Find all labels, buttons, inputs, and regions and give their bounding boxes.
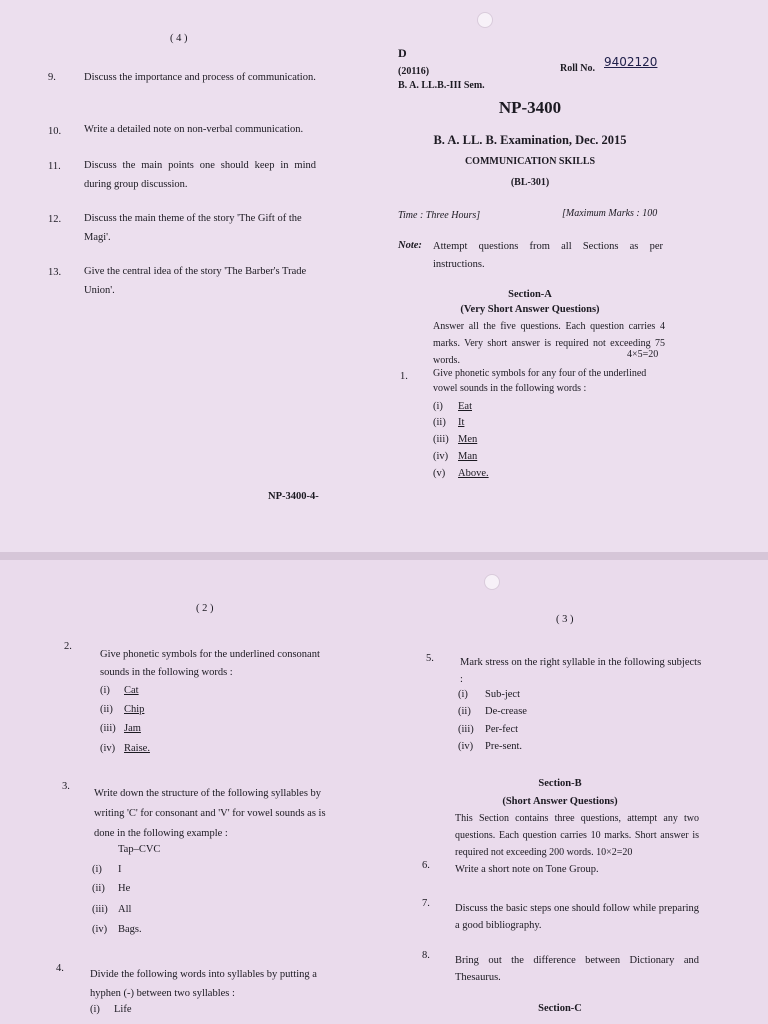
item-word: Per-fect bbox=[485, 724, 519, 735]
question-6-text: Write a short note on Tone Group. bbox=[455, 864, 599, 875]
item-word: All bbox=[118, 904, 132, 915]
item-label: (iv) bbox=[92, 924, 108, 935]
question-10-text: Write a detailed note on non-verbal communication. bbox=[84, 124, 304, 135]
item-word: Life bbox=[114, 1004, 132, 1015]
item-label: (iii) bbox=[100, 723, 116, 734]
paper-code-number: (20116) bbox=[398, 66, 430, 77]
question-number: 13. bbox=[48, 267, 62, 278]
item-label: (iii) bbox=[433, 434, 449, 445]
set-letter: D bbox=[398, 46, 407, 60]
time-allowed: Time : Three Hours] bbox=[398, 210, 481, 221]
note-label: Note: bbox=[398, 240, 422, 251]
page-footer-code: NP-3400-4- bbox=[268, 491, 319, 502]
item-word: Bags. bbox=[118, 924, 142, 935]
item-label: (ii) bbox=[100, 704, 113, 715]
question-number: 1. bbox=[400, 371, 408, 382]
item-word: Above. bbox=[458, 468, 489, 479]
section-b-heading: Section-B bbox=[538, 778, 582, 789]
item-label: (v) bbox=[433, 468, 446, 479]
section-a-marks: 4×5=20 bbox=[627, 349, 659, 360]
section-b-instructions: This Section contains three questions, attempt any two questions. Each question carries 10 marks. Short answer is required not exceeding 200 words. 10×2=20 bbox=[455, 813, 699, 858]
roll-number-value: 9402120 bbox=[604, 55, 658, 69]
question-number: 3. bbox=[62, 781, 70, 792]
question-1-text: Give phonetic symbols for any four of the underlined vowel sounds in the following words : bbox=[433, 368, 647, 394]
maximum-marks: [Maximum Marks : 100 bbox=[562, 208, 658, 219]
item-label: (i) bbox=[90, 1004, 100, 1015]
item-word: I bbox=[118, 864, 122, 875]
punch-hole bbox=[484, 574, 500, 590]
question-9-text: Discuss the importance and process of communication. bbox=[84, 72, 316, 83]
note-text: Attempt questions from all Sections as per instructions. bbox=[433, 241, 663, 270]
question-13-text: Give the central idea of the story 'The Barber's Trade Union'. bbox=[84, 266, 307, 296]
item-word: Sub-ject bbox=[485, 689, 520, 700]
item-word: Pre-sent. bbox=[485, 741, 523, 752]
item-word: Jam bbox=[124, 723, 141, 734]
item-word: Men bbox=[458, 434, 478, 445]
item-label: (ii) bbox=[433, 417, 446, 428]
question-5-text: Mark stress on the right syllable in the following subjects : bbox=[460, 657, 702, 685]
question-4-text: Divide the following words into syllables by putting a hyphen (-) between two syllables : bbox=[90, 969, 317, 999]
item-word: Man bbox=[458, 451, 478, 462]
question-3-text: Write down the structure of the following syllables by writing 'C' for consonant and 'V' for vowel sounds as is done in the following example : bbox=[94, 788, 326, 839]
program-label: B. A. LL.B.-III Sem. bbox=[398, 80, 485, 91]
item-label: (ii) bbox=[92, 883, 105, 894]
question-2-text: Give phonetic symbols for the underlined consonant sounds in the following words : bbox=[100, 649, 320, 678]
item-label: (i) bbox=[92, 864, 102, 875]
roll-number-label: Roll No. bbox=[560, 63, 595, 74]
item-word: Chip bbox=[124, 704, 145, 715]
item-label: (iii) bbox=[458, 724, 474, 735]
item-label: (iv) bbox=[458, 741, 474, 752]
item-label: (ii) bbox=[458, 706, 471, 717]
section-c-heading: Section-C bbox=[538, 1003, 582, 1014]
page-number-2: ( 2 ) bbox=[196, 603, 214, 614]
question-number: 5. bbox=[426, 653, 434, 664]
exam-title: B. A. LL. B. Examination, Dec. 2015 bbox=[433, 133, 627, 147]
question-11-text: Discuss the main points one should keep in mind during group discussion. bbox=[84, 160, 316, 190]
question-8-text: Bring out the difference between Dictionary and Thesaurus. bbox=[455, 955, 699, 983]
section-a-subheading: (Very Short Answer Questions) bbox=[460, 304, 600, 315]
question-number: 2. bbox=[64, 641, 72, 652]
item-word: It bbox=[458, 417, 465, 428]
question-number: 10. bbox=[48, 126, 62, 137]
question-12-text: Discuss the main theme of the story 'The Gift of the Magi'. bbox=[84, 213, 302, 243]
item-word: Cat bbox=[124, 685, 139, 696]
example-text: Tap–CVC bbox=[118, 844, 161, 855]
paper-code-title: NP-3400 bbox=[498, 98, 562, 117]
page-number-4: ( 4 ) bbox=[170, 33, 188, 44]
item-label: (iv) bbox=[433, 451, 449, 462]
item-label: (i) bbox=[100, 685, 110, 696]
item-word: Eat bbox=[458, 401, 472, 412]
item-word: Raise. bbox=[124, 743, 150, 754]
question-number: 6. bbox=[422, 860, 430, 871]
item-label: (iv) bbox=[100, 743, 116, 754]
punch-hole bbox=[477, 12, 493, 28]
subject-title: COMMUNICATION SKILLS bbox=[464, 156, 596, 167]
question-7-text: Discuss the basic steps one should follow while preparing a good bibliography. bbox=[455, 903, 699, 931]
sheet-gap bbox=[0, 552, 768, 560]
item-label: (i) bbox=[433, 401, 443, 412]
question-number: 12. bbox=[48, 214, 62, 225]
page-number-3: ( 3 ) bbox=[556, 614, 574, 625]
section-a-instructions: Answer all the five questions. Each question carries 4 marks. Very short answer is required not exceeding 75 words. bbox=[433, 321, 665, 366]
item-word: De-crease bbox=[485, 706, 527, 717]
question-number: 11. bbox=[48, 161, 61, 172]
question-number: 9. bbox=[48, 72, 56, 83]
item-label: (iii) bbox=[92, 904, 108, 915]
question-number: 7. bbox=[422, 898, 430, 909]
section-b-subheading: (Short Answer Questions) bbox=[502, 796, 618, 807]
subject-code: (BL-301) bbox=[510, 177, 550, 188]
question-number: 4. bbox=[56, 963, 64, 974]
section-a-heading: Section-A bbox=[508, 289, 552, 300]
question-number: 8. bbox=[422, 950, 430, 961]
item-label: (i) bbox=[458, 689, 468, 700]
item-word: He bbox=[118, 883, 131, 894]
